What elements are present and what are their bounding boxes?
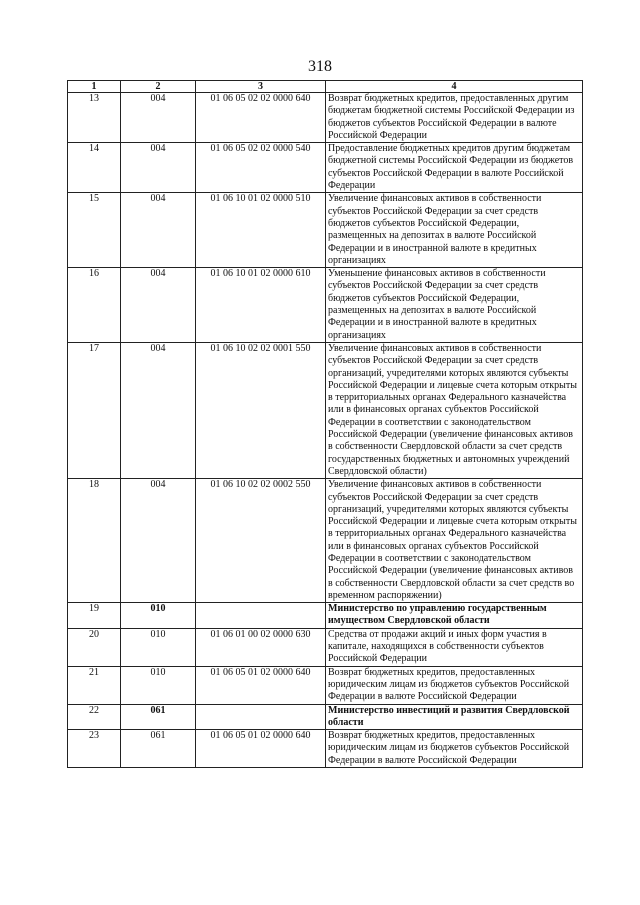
page-number: 318 <box>308 58 332 75</box>
budget-code-cell: 01 06 05 02 02 0000 540 <box>196 143 326 193</box>
table-body <box>68 93 583 768</box>
header-col-4: 4 <box>326 81 583 93</box>
row-number-cell: 15 <box>68 193 121 268</box>
table-row <box>68 143 583 193</box>
row-number-cell: 21 <box>68 666 121 704</box>
admin-code-cell: 010 <box>121 603 196 629</box>
budget-code-cell: 01 06 10 01 02 0000 610 <box>196 268 326 343</box>
budget-sources-table <box>67 80 583 768</box>
header-col-1: 1 <box>68 81 121 93</box>
admin-code-cell: 004 <box>121 479 196 603</box>
admin-code-cell: 061 <box>121 704 196 730</box>
table-row <box>68 479 583 603</box>
row-number-cell: 14 <box>68 143 121 193</box>
table-row <box>68 628 583 666</box>
header-col-2: 2 <box>121 81 196 93</box>
budget-code-cell: 01 06 05 01 02 0000 640 <box>196 666 326 704</box>
budget-code-cell: 01 06 01 00 02 0000 630 <box>196 628 326 666</box>
description-cell: Возврат бюджетных кредитов, предоставленных юридическим лицам из бюджетов субъектов Российской Федерации в валюте Российской Федерации <box>326 666 583 704</box>
description-cell: Увеличение финансовых активов в собственности субъектов Российской Федерации за счет средств организаций, учредителями которых являются субъекты Российской Федерации и лицевые счета которым открыты в территориальных органах Федерального казначейства или в финансовых органах субъектов Российской Федерации в соответствии с законодательством Российской Федерации (увеличение финансовых активов в собственности Свердловской области за счет средств государственных бюджетных и автономных учреждений Свердловской области) <box>326 342 583 478</box>
row-number-cell: 18 <box>68 479 121 603</box>
budget-code-cell: 01 06 10 02 02 0002 550 <box>196 479 326 603</box>
table-row <box>68 342 583 478</box>
table-row <box>68 704 583 730</box>
description-cell: Министерство инвестиций и развития Свердловской области <box>326 704 583 730</box>
admin-code-cell: 004 <box>121 268 196 343</box>
description-cell: Увеличение финансовых активов в собственности субъектов Российской Федерации за счет средств организаций, учредителями которых являются субъекты Российской Федерации и лицевые счета которым открыты в территориальных органах Федерального казначейства или в финансовых органах субъектов Российской Федерации в соответствии с законодательством Российской Федерации (увеличение финансовых активов в собственности Свердловской области за счет средств во временном распоряжении) <box>326 479 583 603</box>
table-row <box>68 603 583 629</box>
budget-code-cell <box>196 704 326 730</box>
row-number-cell: 20 <box>68 628 121 666</box>
description-cell: Возврат бюджетных кредитов, предоставленных юридическим лицам из бюджетов субъектов Российской Федерации в валюте Российской Федерации <box>326 730 583 768</box>
admin-code-cell: 004 <box>121 342 196 478</box>
table-row <box>68 193 583 268</box>
description-cell: Средства от продажи акций и иных форм участия в капитале, находящихся в собственности субъектов Российской Федерации <box>326 628 583 666</box>
budget-code-cell <box>196 603 326 629</box>
description-cell: Возврат бюджетных кредитов, предоставленных другим бюджетам бюджетной системы Российской Федерации из бюджетов субъектов Российской Федерации в валюте Российской Федерации <box>326 93 583 143</box>
row-number-cell: 16 <box>68 268 121 343</box>
table-row <box>68 730 583 768</box>
table-row <box>68 93 583 143</box>
description-cell: Уменьшение финансовых активов в собственности субъектов Российской Федерации за счет средств бюджетов субъектов Российской Федерации, размещенных на депозитах в валюте Российской Федерации и в иностранной валюте в кредитных организациях <box>326 268 583 343</box>
description-cell: Увеличение финансовых активов в собственности субъектов Российской Федерации за счет средств бюджетов субъектов Российской Федерации, размещенных на депозитах в валюте Российской Федерации и в иностранной валюте в кредитных организациях <box>326 193 583 268</box>
description-cell: Министерство по управлению государственным имуществом Свердловской области <box>326 603 583 629</box>
admin-code-cell: 004 <box>121 143 196 193</box>
budget-code-cell: 01 06 10 02 02 0001 550 <box>196 342 326 478</box>
header-col-3: 3 <box>196 81 326 93</box>
header-row <box>68 81 583 93</box>
budget-code-cell: 01 06 05 01 02 0000 640 <box>196 730 326 768</box>
description-cell: Предоставление бюджетных кредитов другим бюджетам бюджетной системы Российской Федерации из бюджетов субъектов Российской Федерации в валюте Российской Федерации <box>326 143 583 193</box>
row-number-cell: 13 <box>68 93 121 143</box>
row-number-cell: 23 <box>68 730 121 768</box>
admin-code-cell: 010 <box>121 628 196 666</box>
table-row <box>68 666 583 704</box>
row-number-cell: 22 <box>68 704 121 730</box>
admin-code-cell: 010 <box>121 666 196 704</box>
budget-code-cell: 01 06 05 02 02 0000 640 <box>196 93 326 143</box>
admin-code-cell: 004 <box>121 193 196 268</box>
row-number-cell: 17 <box>68 342 121 478</box>
table-header <box>68 81 583 93</box>
admin-code-cell: 061 <box>121 730 196 768</box>
budget-code-cell: 01 06 10 01 02 0000 510 <box>196 193 326 268</box>
row-number-cell: 19 <box>68 603 121 629</box>
table-row <box>68 268 583 343</box>
admin-code-cell: 004 <box>121 93 196 143</box>
